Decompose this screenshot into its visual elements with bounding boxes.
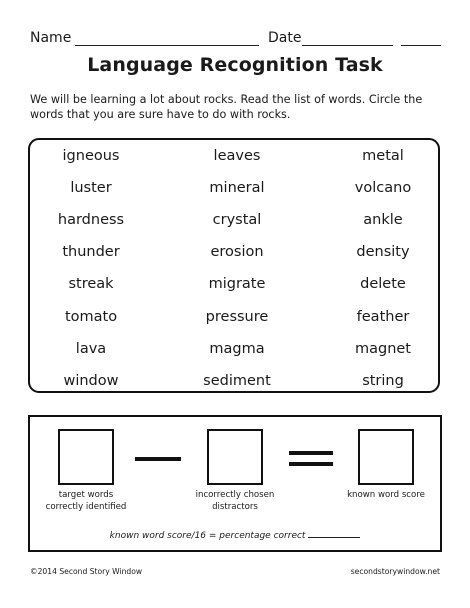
- word-item[interactable]: crystal: [212, 212, 262, 228]
- word-item[interactable]: magnet: [354, 341, 411, 357]
- word-item[interactable]: feather: [356, 309, 410, 325]
- caption-line: correctly identified: [45, 502, 127, 512]
- equals-sign-bottom: [289, 462, 333, 466]
- target-caption: [26, 489, 146, 513]
- word-list-box: [28, 138, 440, 393]
- word-item[interactable]: volcano: [354, 180, 412, 196]
- known-score-box[interactable]: [358, 429, 414, 485]
- word-item[interactable]: migrate: [208, 276, 266, 292]
- known-caption: [326, 489, 446, 501]
- page-title: Language Recognition Task: [87, 54, 383, 76]
- name-line: [75, 45, 259, 46]
- formula-text: known word score/16 = percentage correct: [109, 531, 306, 541]
- date-line: [302, 45, 393, 46]
- word-item[interactable]: magma: [209, 341, 265, 357]
- caption-line: incorrectly chosen: [195, 490, 275, 500]
- word-item[interactable]: delete: [360, 276, 406, 292]
- date-label: Date: [268, 30, 302, 46]
- word-item[interactable]: tomato: [64, 309, 118, 325]
- date-extra-line: [401, 45, 441, 46]
- target-score-box[interactable]: [58, 429, 114, 485]
- scoring-box: [28, 415, 442, 552]
- formula-line: [30, 529, 440, 541]
- name-label: Name: [30, 30, 72, 46]
- caption-line: distractors: [212, 502, 258, 512]
- equals-sign-top: [289, 451, 333, 455]
- caption-line: known word score: [347, 490, 425, 500]
- word-item[interactable]: sediment: [203, 373, 271, 389]
- word-item[interactable]: metal: [362, 148, 404, 164]
- word-item[interactable]: hardness: [57, 212, 125, 228]
- caption-line: target words: [58, 490, 114, 500]
- word-item[interactable]: mineral: [209, 180, 265, 196]
- word-item[interactable]: lava: [75, 341, 107, 357]
- word-item[interactable]: erosion: [210, 244, 264, 260]
- word-item[interactable]: string: [362, 373, 404, 389]
- word-item[interactable]: thunder: [62, 244, 120, 260]
- word-item[interactable]: pressure: [205, 309, 269, 325]
- copyright-text: ©2014 Second Story Window: [30, 567, 143, 576]
- word-item[interactable]: streak: [68, 276, 114, 292]
- minus-sign: [135, 457, 181, 461]
- word-item[interactable]: luster: [70, 180, 112, 196]
- word-item[interactable]: ankle: [363, 212, 403, 228]
- word-item[interactable]: window: [63, 373, 119, 389]
- header-row: [30, 28, 442, 50]
- website-text: secondstorywindow.net: [350, 567, 440, 576]
- incorrect-score-box[interactable]: [207, 429, 263, 485]
- instructions: We will be learning a lot about rocks. Read the list of words. Circle the words that you are sure have to do with rocks.: [30, 93, 423, 121]
- word-item[interactable]: density: [356, 244, 410, 260]
- word-item[interactable]: leaves: [213, 148, 261, 164]
- percentage-blank[interactable]: [308, 529, 360, 538]
- incorrect-caption: [175, 489, 295, 513]
- word-item[interactable]: igneous: [62, 148, 120, 164]
